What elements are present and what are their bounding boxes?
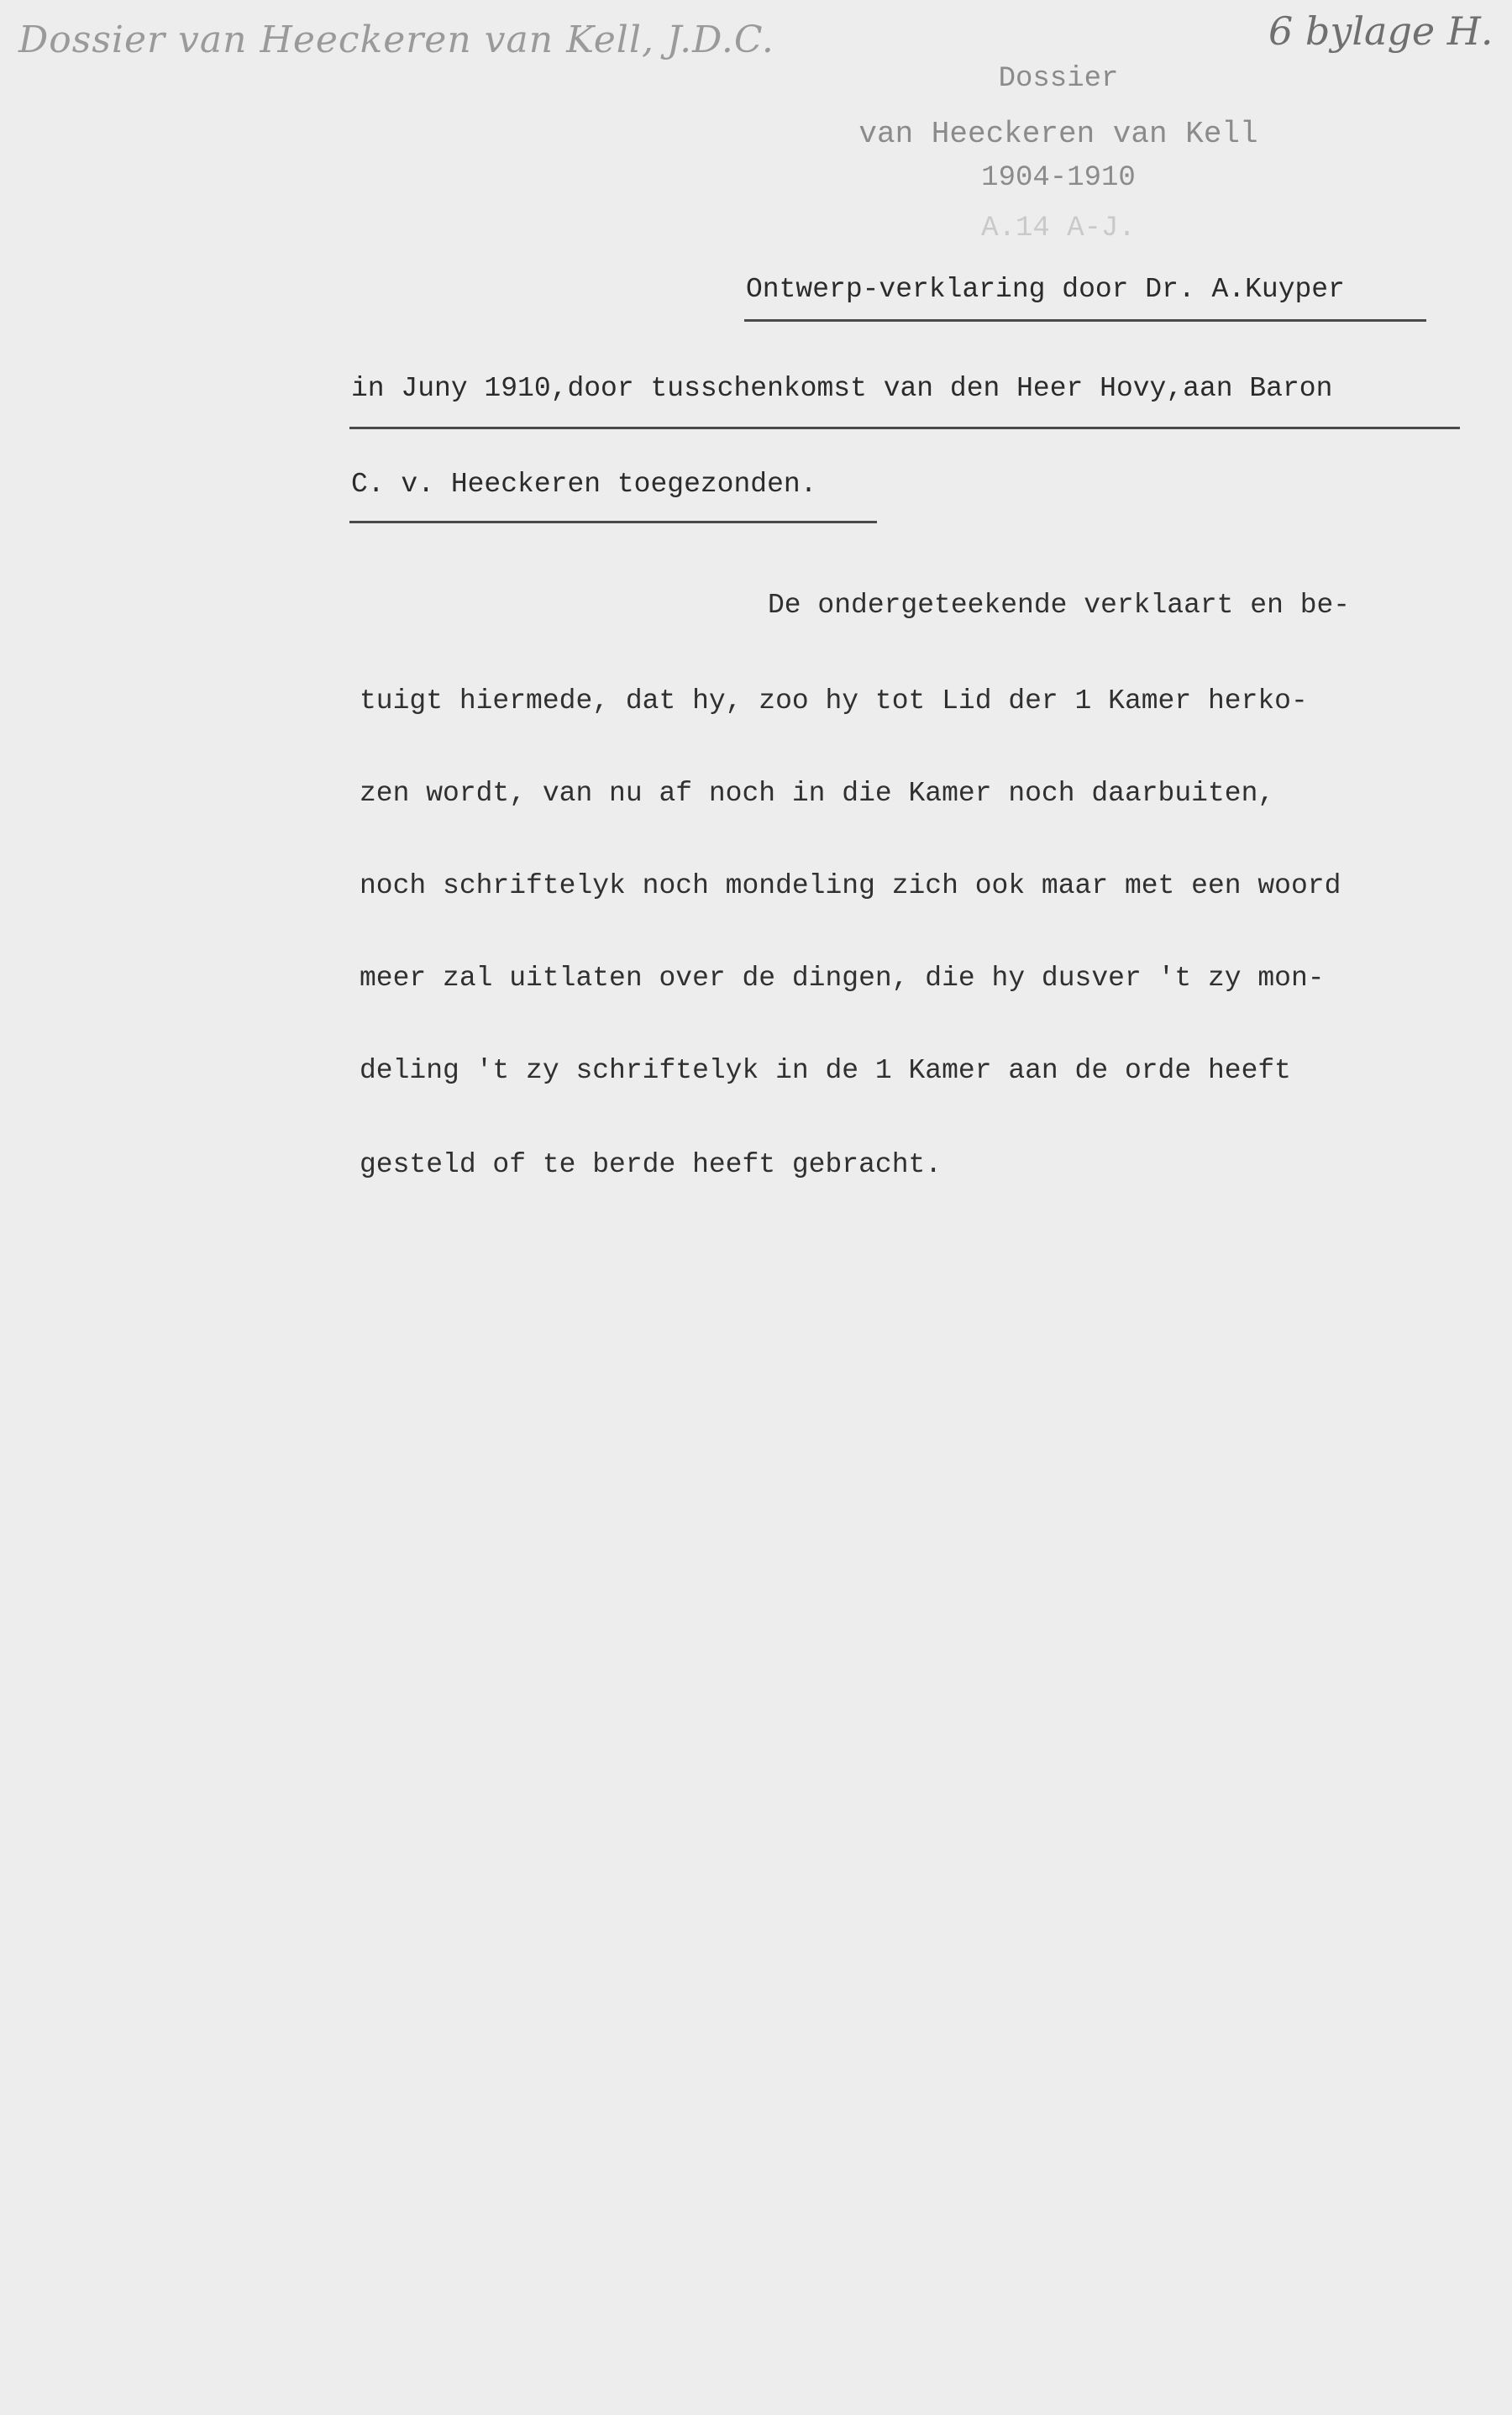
header-line-2: in Juny 1910,door tusschenkomst van den Heer Hovy,aan Baron — [351, 373, 1333, 404]
body-line-5: meer zal uitlaten over de dingen, die hy dusver 't zy mon- — [360, 963, 1325, 994]
handwritten-dossier-note: Dossier van Heeckeren van Kell, J.D.C. — [18, 18, 774, 61]
body-line-4: noch schriftelyk noch mondeling zich ook maar met een woord — [360, 870, 1341, 901]
stamp-dossier-years: 1904-1910 — [981, 162, 1136, 194]
header-line-2-underline — [349, 427, 1460, 429]
header-line-1-underline — [744, 319, 1426, 322]
handwritten-appendix-note: 6 bylage H. — [1268, 8, 1494, 54]
body-line-1: De ondergeteekende verklaart en be- — [768, 590, 1351, 621]
stamp-dossier-name: van Heeckeren van Kell — [858, 117, 1258, 151]
stamp-dossier-code: A.14 A-J. — [981, 213, 1136, 244]
body-line-7: gesteld of te berde heeft gebracht. — [360, 1149, 942, 1180]
body-line-3: zen wordt, van nu af noch in die Kamer noch daarbuiten, — [360, 778, 1275, 809]
body-line-2: tuigt hiermede, dat hy, zoo hy tot Lid der 1 Kamer herko- — [360, 685, 1308, 717]
body-line-6: deling 't zy schriftelyk in de 1 Kamer aan de orde heeft — [360, 1055, 1291, 1086]
header-line-3: C. v. Heeckeren toegezonden. — [351, 469, 817, 500]
header-line-1: Ontwerp-verklaring door Dr. A.Kuyper — [746, 274, 1345, 305]
stamp-dossier-title: Dossier — [998, 63, 1119, 95]
header-line-3-underline — [349, 521, 877, 523]
